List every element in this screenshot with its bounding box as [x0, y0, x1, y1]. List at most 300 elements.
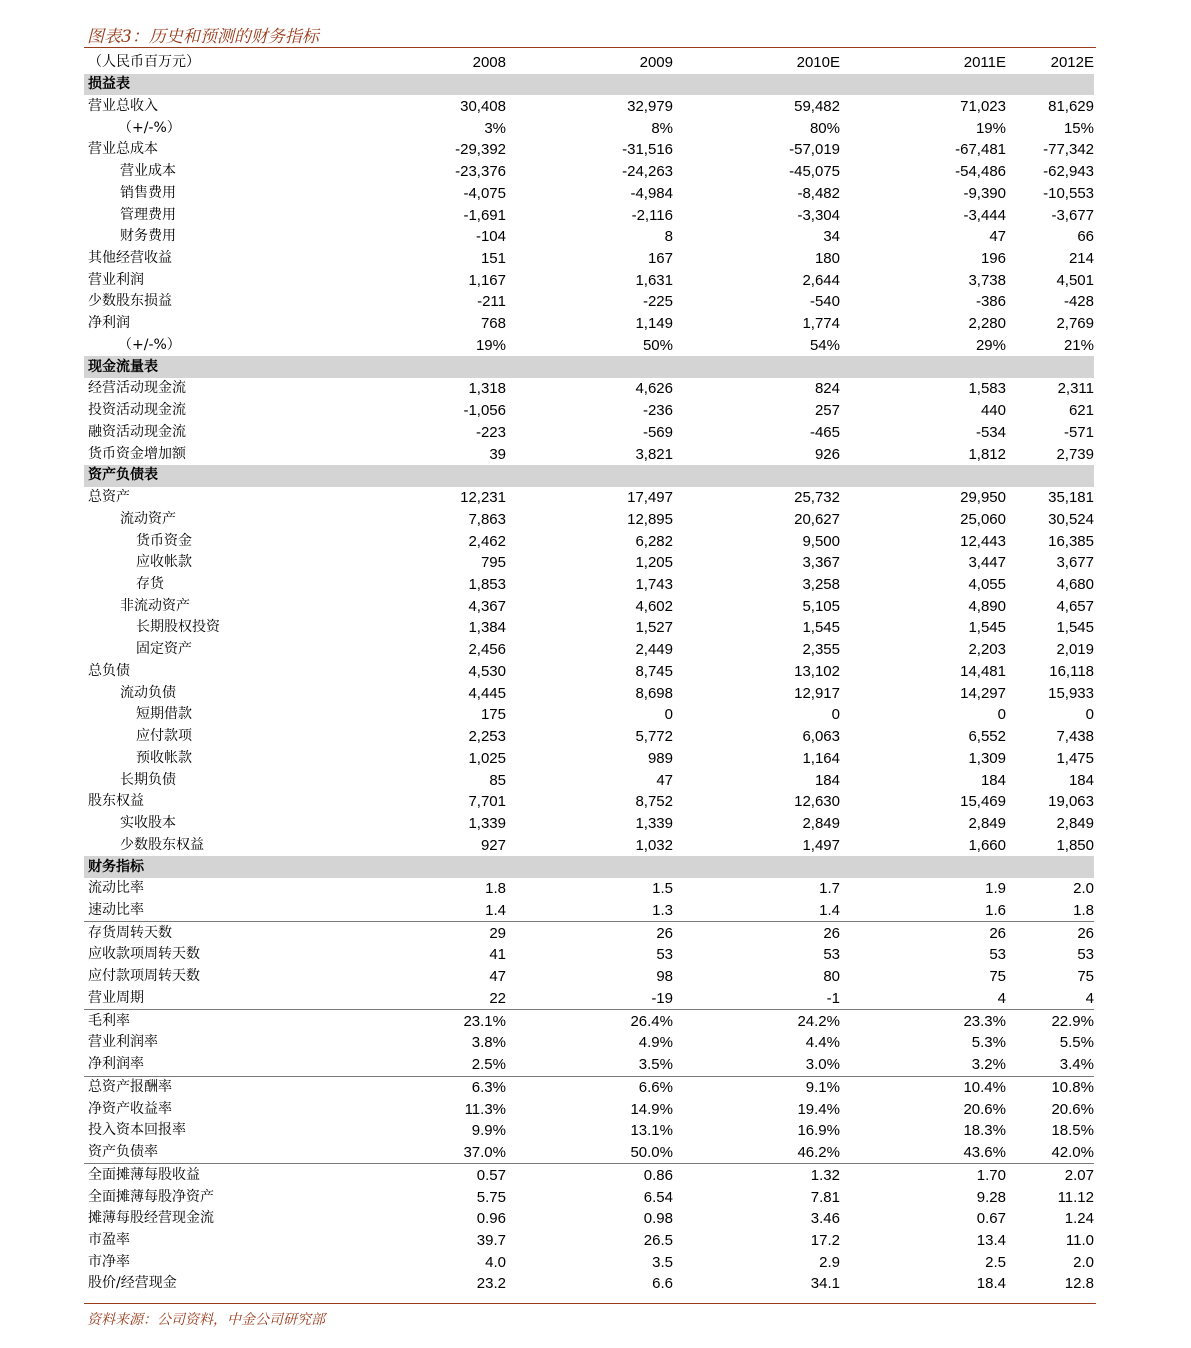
table-cell: -236: [642, 402, 673, 420]
table-row: [84, 1076, 1094, 1098]
table-cell: 1,853: [468, 575, 506, 593]
year-header: 2010E: [796, 54, 840, 72]
table-cell: 3.46: [810, 1210, 840, 1228]
table-row: [84, 1142, 1094, 1164]
table-cell: 22: [489, 989, 506, 1007]
table-cell: 80: [823, 968, 840, 986]
table-cell: 2,449: [635, 641, 673, 659]
table-cell: 1,527: [635, 619, 673, 637]
table-row: [84, 117, 1094, 139]
table-row: [84, 335, 1094, 357]
row-label: 存货周转天数: [84, 922, 330, 944]
row-label: 其他经营收益: [88, 249, 172, 266]
table-cell: -29,392: [455, 141, 506, 159]
table-cell: -225: [642, 293, 673, 311]
row-label: 总负债: [88, 662, 130, 679]
table-cell: 5.5%: [1059, 1034, 1094, 1052]
financial-table: [84, 52, 1094, 1295]
table-cell: 3,821: [635, 445, 673, 463]
table-cell: 151: [480, 249, 506, 267]
table-cell: 4,530: [468, 662, 506, 680]
table-row: [84, 791, 1094, 813]
row-label: 存货: [136, 575, 164, 592]
table-cell: 14,481: [960, 662, 1006, 680]
table-cell: 4.0: [485, 1253, 506, 1271]
table-cell: 4.4%: [805, 1034, 840, 1052]
table-cell: -24,263: [622, 163, 673, 181]
table-row: [84, 1273, 1094, 1295]
table-cell: 2,456: [468, 641, 506, 659]
table-cell: 1,812: [968, 445, 1006, 463]
table-cell: 0: [997, 706, 1006, 724]
row-label: （+/-%）: [118, 336, 181, 353]
table-cell: 184: [814, 771, 840, 789]
table-cell: 20.6%: [1051, 1100, 1094, 1118]
table-row: [84, 400, 1094, 422]
source-note: 资料来源：公司资料，中金公司研究部: [87, 1312, 325, 1328]
table-cell: 1.24: [1064, 1210, 1094, 1228]
table-cell: 35,181: [1048, 489, 1094, 507]
table-row: [84, 988, 1094, 1010]
table-cell: 1,025: [468, 749, 506, 767]
table-cell: 23.2: [476, 1275, 506, 1293]
year-header: 2011E: [963, 54, 1006, 72]
table-cell: 12,895: [627, 510, 673, 528]
table-cell: -1: [826, 989, 840, 1007]
table-cell: 16,385: [1048, 532, 1094, 550]
section-header-row: [84, 356, 1094, 378]
table-cell: 18.4: [976, 1275, 1006, 1293]
table-row: [84, 291, 1094, 313]
table-row: [84, 1120, 1094, 1142]
table-cell: 6,282: [635, 532, 673, 550]
table-cell: 989: [647, 749, 673, 767]
row-label: 长期股权投资: [136, 619, 220, 636]
table-row: [84, 834, 1094, 856]
table-cell: 3,447: [968, 554, 1006, 572]
row-label: 营业利润: [88, 271, 144, 288]
table-cell: -104: [475, 228, 506, 246]
table-cell: 32,979: [627, 97, 673, 115]
title-divider: [84, 47, 1096, 48]
table-cell: 42.0%: [1051, 1144, 1094, 1162]
section-header-row: [84, 856, 1094, 878]
table-cell: 167: [647, 249, 673, 267]
table-cell: -534: [975, 423, 1006, 441]
table-cell: 795: [480, 554, 506, 572]
table-cell: 1,309: [968, 749, 1006, 767]
row-label: 营业总收入: [88, 97, 158, 114]
table-row: [84, 748, 1094, 770]
table-cell: -3,444: [963, 206, 1006, 224]
row-label: 投资活动现金流: [88, 402, 186, 419]
row-label: 速动比率: [88, 902, 144, 918]
row-label: 毛利率: [84, 1010, 330, 1032]
table-cell: 37.0%: [463, 1144, 506, 1162]
table-cell: 2.5%: [471, 1056, 506, 1074]
table-cell: 3,738: [968, 271, 1006, 289]
table-cell: 5,105: [802, 597, 840, 615]
table-row: [84, 161, 1094, 183]
table-cell: 184: [980, 771, 1006, 789]
table-cell: 12,443: [960, 532, 1006, 550]
section-header-row: [84, 74, 1094, 96]
table-cell: 22.9%: [1006, 1010, 1094, 1032]
table-cell: -9,390: [963, 184, 1006, 202]
table-cell: 53: [989, 946, 1006, 964]
table-cell: 25,060: [960, 510, 1006, 528]
table-cell: 50.0%: [630, 1144, 673, 1162]
table-cell: 23.3%: [840, 1010, 1006, 1032]
table-cell: 80%: [809, 119, 840, 137]
row-label: 短期借款: [136, 706, 192, 723]
table-cell: -3,304: [797, 206, 840, 224]
table-cell: 440: [980, 402, 1006, 420]
table-cell: 1,497: [802, 836, 840, 854]
table-cell: 15,933: [1048, 684, 1094, 702]
table-cell: 1,475: [1056, 749, 1094, 767]
table-cell: 6.3%: [330, 1076, 506, 1098]
table-cell: 10.8%: [1006, 1076, 1094, 1098]
table-row: [84, 1010, 1094, 1032]
row-label: 长期负债: [120, 771, 176, 788]
row-label: 应付款项周转天数: [88, 968, 200, 985]
row-label: 净利润率: [88, 1056, 144, 1073]
table-row: [84, 421, 1094, 443]
table-cell: 4: [997, 989, 1006, 1007]
table-cell: 3,367: [802, 554, 840, 572]
table-cell: 1.4: [485, 902, 506, 919]
table-cell: 26: [840, 922, 1006, 944]
section-title: 财务指标: [84, 856, 1094, 878]
table-row: [84, 530, 1094, 552]
table-cell: 2,280: [968, 315, 1006, 333]
table-cell: 4,501: [1056, 271, 1094, 289]
table-cell: 2.5: [985, 1253, 1006, 1271]
table-cell: -8,482: [797, 184, 840, 202]
table-row: [84, 1208, 1094, 1230]
table-cell: 23.1%: [330, 1010, 506, 1032]
table-cell: 85: [489, 771, 506, 789]
table-cell: 184: [1068, 771, 1094, 789]
table-cell: 8: [664, 228, 673, 246]
footer-divider: [84, 1303, 1096, 1304]
table-cell: 768: [480, 315, 506, 333]
table-cell: 41: [489, 946, 506, 964]
section-title: 现金流量表: [84, 356, 1094, 378]
table-row: [84, 617, 1094, 639]
table-cell: 1,545: [802, 619, 840, 637]
table-cell: 12,630: [794, 793, 840, 811]
table-row: [84, 595, 1094, 617]
table-cell: 39.7: [476, 1232, 506, 1250]
table-cell: 18.3%: [963, 1122, 1006, 1140]
section-title: 损益表: [84, 74, 1094, 96]
table-cell: 34: [823, 228, 840, 246]
table-row: [84, 95, 1094, 117]
table-cell: 257: [814, 402, 840, 420]
table-cell: 2,253: [468, 728, 506, 746]
table-cell: 26.4%: [506, 1010, 673, 1032]
row-label: 总资产报酬率: [84, 1076, 330, 1098]
row-label: 非流动资产: [120, 597, 190, 614]
table-cell: 11.12: [1057, 1188, 1094, 1206]
table-row: [84, 226, 1094, 248]
table-cell: 50%: [642, 336, 673, 354]
table-cell: -77,342: [1043, 141, 1094, 159]
table-cell: 2,849: [1056, 815, 1094, 833]
table-cell: 7,701: [468, 793, 506, 811]
table-cell: 2,644: [802, 271, 840, 289]
table-cell: -211: [477, 293, 506, 311]
table-cell: 15,469: [960, 793, 1006, 811]
table-cell: 8%: [651, 119, 673, 137]
table-cell: 1.32: [673, 1164, 840, 1186]
table-cell: 30,524: [1048, 510, 1094, 528]
table-cell: 66: [1077, 228, 1094, 246]
table-cell: 13,102: [794, 662, 840, 680]
table-cell: 19,063: [1048, 793, 1094, 811]
row-label: 营业周期: [88, 989, 144, 1006]
row-label: 固定资产: [136, 641, 192, 658]
table-cell: 59,482: [794, 97, 840, 115]
table-cell: 18.5%: [1051, 1122, 1094, 1140]
table-row: [84, 769, 1094, 791]
table-cell: 39: [489, 445, 506, 463]
table-body: [84, 52, 1094, 1295]
table-cell: 17.2: [810, 1232, 840, 1250]
table-cell: 196: [980, 249, 1006, 267]
table-cell: 3.2%: [971, 1056, 1006, 1074]
table-cell: 5.75: [476, 1188, 506, 1206]
table-cell: 927: [480, 836, 506, 854]
table-cell: 1,631: [635, 271, 673, 289]
table-cell: 13.1%: [630, 1122, 673, 1140]
table-cell: 26: [506, 922, 673, 944]
table-cell: 98: [656, 968, 673, 986]
table-cell: -57,019: [789, 141, 840, 159]
table-cell: -571: [1063, 423, 1094, 441]
table-cell: 1.4: [819, 902, 840, 919]
table-cell: 4,657: [1056, 597, 1094, 615]
table-cell: 16.9%: [797, 1122, 840, 1140]
table-cell: 75: [989, 968, 1006, 986]
table-cell: 30,408: [460, 97, 506, 115]
table-cell: 1,149: [635, 315, 673, 333]
table-cell: 29,950: [960, 489, 1006, 507]
table-cell: 0: [664, 706, 673, 724]
table-cell: 29%: [975, 336, 1006, 354]
table-cell: 3.8%: [471, 1034, 506, 1052]
table-cell: 8,698: [635, 684, 673, 702]
row-label: 全面摊薄每股收益: [84, 1164, 330, 1186]
table-row: [84, 1186, 1094, 1208]
table-cell: 2,311: [1057, 380, 1094, 398]
table-row: [84, 704, 1094, 726]
year-header: 2009: [639, 54, 673, 72]
table-cell: 26.5: [643, 1232, 673, 1250]
table-cell: -4,075: [463, 184, 506, 202]
table-cell: -569: [642, 423, 673, 441]
table-cell: 3.5%: [638, 1056, 673, 1074]
table-cell: 0.67: [976, 1210, 1006, 1228]
table-row: [84, 813, 1094, 835]
table-cell: 5,772: [635, 728, 673, 746]
table-cell: 47: [489, 968, 506, 986]
table-cell: -386: [975, 293, 1006, 311]
table-cell: -62,943: [1043, 163, 1094, 181]
row-label: 营业成本: [120, 163, 176, 180]
table-row: [84, 966, 1094, 988]
row-label: 营业总成本: [88, 141, 158, 158]
table-cell: 26: [673, 922, 840, 944]
table-row: [84, 661, 1094, 683]
table-cell: 34.1: [810, 1275, 840, 1293]
table-cell: 4,367: [468, 597, 506, 615]
row-label: 总资产: [88, 489, 130, 506]
table-cell: 3,677: [1056, 554, 1094, 572]
table-cell: 1,318: [468, 380, 506, 398]
table-cell: 12,917: [794, 684, 840, 702]
table-cell: 2,355: [802, 641, 840, 659]
table-cell: 2,739: [1056, 445, 1094, 463]
row-label: 货币资金增加额: [88, 445, 186, 462]
row-label: 营业利润率: [88, 1034, 158, 1051]
table-row: [84, 204, 1094, 226]
row-label: （+/-%）: [118, 119, 181, 136]
row-label: 销售费用: [120, 184, 176, 201]
table-cell: 17,497: [627, 489, 673, 507]
row-label: 流动资产: [120, 510, 176, 527]
table-cell: 7,863: [468, 510, 506, 528]
table-cell: 11.3%: [464, 1100, 506, 1118]
table-cell: 54%: [809, 336, 840, 354]
table-cell: 12,231: [460, 489, 506, 507]
table-cell: 19.4%: [797, 1100, 840, 1118]
year-header: 2012E: [1050, 54, 1094, 72]
table-cell: 0.96: [476, 1210, 506, 1228]
table-cell: -428: [1063, 293, 1094, 311]
row-label: 股东权益: [88, 793, 144, 810]
table-cell: -4,984: [630, 184, 673, 202]
table-cell: 1,850: [1056, 836, 1094, 854]
table-cell: 4.9%: [638, 1034, 673, 1052]
table-cell: 1.8: [1073, 902, 1094, 919]
table-cell: 1,384: [468, 619, 506, 637]
table-row: [84, 313, 1094, 335]
table-cell: -10,553: [1043, 184, 1094, 202]
table-cell: 2.9: [819, 1253, 840, 1271]
table-cell: 3,258: [802, 575, 840, 593]
table-cell: 47: [989, 228, 1006, 246]
table-cell: 13.4: [976, 1232, 1006, 1250]
row-label: 市盈率: [88, 1232, 130, 1249]
table-cell: 8,745: [635, 662, 673, 680]
table-header-row: [84, 52, 1094, 74]
table-cell: 2,849: [968, 815, 1006, 833]
table-cell: 0.57: [330, 1164, 506, 1186]
table-cell: 16,118: [1049, 662, 1094, 680]
table-cell: 5.3%: [971, 1034, 1006, 1052]
table-cell: 26: [1006, 922, 1094, 944]
table-cell: 14,297: [960, 684, 1006, 702]
table-row: [84, 900, 1094, 922]
table-cell: 1,743: [635, 575, 673, 593]
table-cell: 4,055: [968, 575, 1006, 593]
table-cell: 1,545: [1056, 619, 1094, 637]
table-cell: 7.81: [810, 1188, 840, 1206]
table-cell: 3.0%: [805, 1056, 840, 1074]
table-row: [84, 1230, 1094, 1252]
table-cell: 12.8: [1064, 1275, 1094, 1293]
row-label: 流动负债: [120, 684, 176, 701]
table-cell: 0: [831, 706, 840, 724]
table-cell: -1,691: [463, 206, 506, 224]
section-title: 资产负债表: [84, 465, 1094, 487]
row-label: 经营活动现金流: [88, 380, 186, 397]
table-row: [84, 682, 1094, 704]
table-cell: 19%: [975, 119, 1006, 137]
table-cell: 4,890: [968, 597, 1006, 615]
table-cell: 2.0: [1073, 1253, 1094, 1271]
row-label: 货币资金: [136, 532, 192, 549]
row-label: 股价/经营现金: [88, 1275, 177, 1292]
row-label: 实收股本: [120, 815, 176, 832]
table-cell: 180: [814, 249, 840, 267]
row-label: 少数股东损益: [88, 293, 172, 310]
table-cell: 1.7: [819, 880, 840, 898]
table-cell: 6.6: [652, 1275, 673, 1293]
table-row: [84, 487, 1094, 509]
table-cell: 621: [1068, 402, 1094, 420]
table-cell: 9.1%: [673, 1076, 840, 1098]
row-label: 财务费用: [120, 228, 176, 245]
table-cell: 175: [480, 706, 506, 724]
table-cell: 2.0: [1073, 880, 1094, 898]
table-cell: 1,205: [635, 554, 673, 572]
table-cell: 2.07: [1006, 1164, 1094, 1186]
unit-label: （人民币百万元）: [88, 54, 200, 71]
table-row: [84, 1054, 1094, 1076]
table-row: [84, 726, 1094, 748]
row-label: 管理费用: [120, 206, 176, 223]
table-cell: 4,602: [635, 597, 673, 615]
figure-title: 图表3：历史和预测的财务指标: [87, 27, 319, 47]
table-cell: 21%: [1063, 336, 1094, 354]
table-row: [84, 269, 1094, 291]
table-cell: 25,732: [794, 489, 840, 507]
table-cell: -45,075: [789, 163, 840, 181]
row-label: 融资活动现金流: [88, 423, 186, 440]
table-cell: 1,032: [635, 836, 673, 854]
table-cell: 4,445: [468, 684, 506, 702]
table-cell: -19: [651, 989, 673, 1007]
table-cell: 214: [1068, 249, 1094, 267]
table-cell: 11.0: [1065, 1232, 1094, 1250]
table-cell: -23,376: [455, 163, 506, 181]
row-label: 投入资本回报率: [88, 1122, 186, 1139]
table-cell: 1,339: [468, 815, 506, 833]
table-row: [84, 443, 1094, 465]
table-cell: 47: [656, 771, 673, 789]
table-row: [84, 552, 1094, 574]
table-cell: 1,167: [468, 271, 506, 289]
table-cell: 1,660: [968, 836, 1006, 854]
table-row: [84, 1032, 1094, 1054]
table-cell: 20.6%: [963, 1100, 1006, 1118]
table-row: [84, 1164, 1094, 1186]
table-cell: 53: [823, 946, 840, 964]
